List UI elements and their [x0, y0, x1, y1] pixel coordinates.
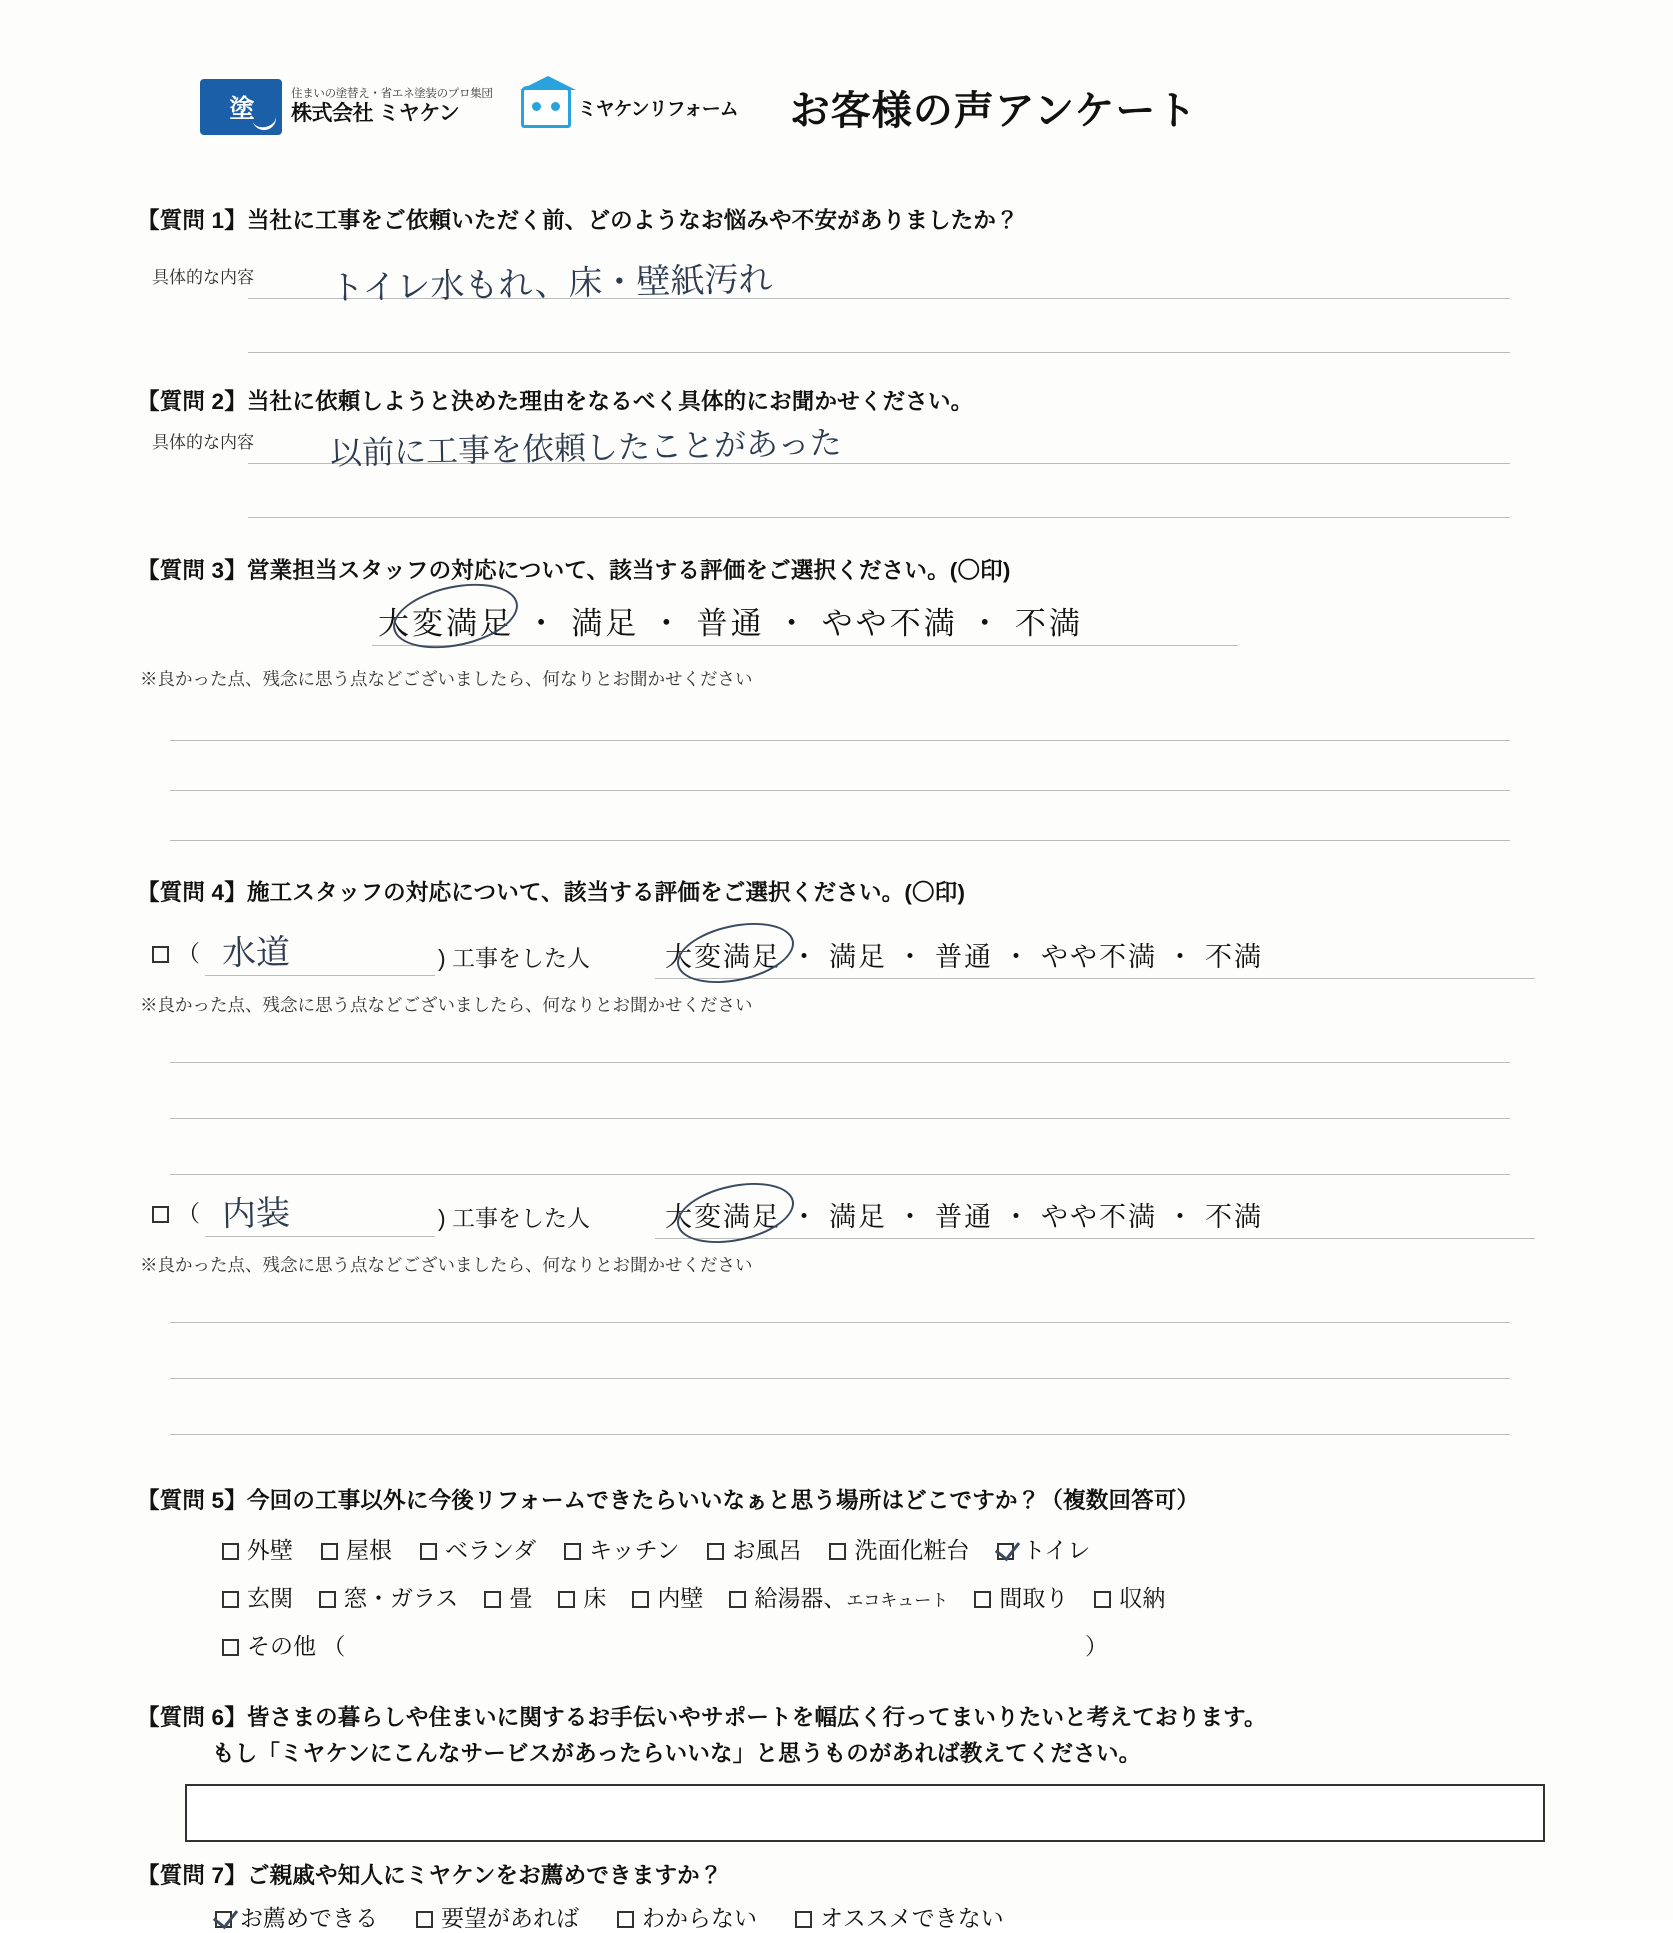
q5-row1-label: 洗面化粧台: [854, 1537, 970, 1563]
q5-other-checkbox[interactable]: [222, 1639, 239, 1656]
q5-row2-option[interactable]: [632, 1580, 703, 1613]
q5-row1-option[interactable]: [420, 1532, 536, 1565]
q4-item-2-checkbox-group[interactable]: （: [152, 1195, 200, 1228]
q5-row2-checkbox[interactable]: [484, 1591, 501, 1608]
q5-row2-checkbox[interactable]: [974, 1591, 991, 1608]
q5-row1-checkbox[interactable]: [707, 1543, 724, 1560]
house-eye-right-icon: [551, 102, 560, 111]
q4-item-1-line-3: [170, 1174, 1510, 1175]
question-5-heading: 【質問 5】今回の工事以外に今後リフォームできたらいいなぁと思う場所はどこですか？（複数回答可）: [137, 1488, 1200, 1513]
q5-row1-checkbox[interactable]: [829, 1543, 846, 1560]
q7-label: お薦めできる: [240, 1905, 378, 1931]
question-3-heading: 【質問 3】営業担当スタッフの対応について、該当する評価をご選択ください。(〇印): [137, 558, 1011, 583]
q4-item-1-checkbox[interactable]: [152, 946, 169, 963]
question-1-answer[interactable]: トイレ水もれ、床・壁紙汚れ: [329, 259, 773, 309]
question-7-heading: 【質問 7】ご親戚や知人にミヤケンをお薦めできますか？: [137, 1863, 723, 1888]
question-6-heading-line-2: もし「ミヤケンにこんなサービスがあったらいいな」と思うものがあれば教えてください。: [212, 1741, 1142, 1766]
question-3-note: ※良かった点、残念に思う点などございましたら、何なりとお聞かせください: [140, 669, 753, 689]
q5-row2-label: 内壁: [657, 1585, 704, 1611]
q5-row1-option[interactable]: [997, 1532, 1090, 1565]
q5-row1-option[interactable]: [222, 1532, 293, 1565]
q5-row2-checkbox[interactable]: [558, 1591, 575, 1608]
q7-label: わからない: [642, 1905, 757, 1931]
q4-item-2-line-2: [170, 1378, 1510, 1379]
q4-item-1-rating-underline: [655, 978, 1535, 979]
q5-row1-label: 外壁: [247, 1537, 293, 1563]
q5-row2-label: 畳: [509, 1585, 533, 1611]
q7-option[interactable]: [416, 1900, 579, 1933]
miyaken-reform-logo: [521, 86, 738, 128]
question-2-sub-label: 具体的な内容: [152, 433, 254, 452]
q5-row1-label: 屋根: [346, 1537, 392, 1563]
q3-rating-underline: [372, 645, 1238, 646]
q5-row1-option[interactable]: [564, 1532, 679, 1565]
q5-row2-option[interactable]: [484, 1580, 532, 1613]
q5-options-row-1: [222, 1532, 1118, 1565]
house-icon: [521, 86, 571, 128]
q7-option[interactable]: [617, 1900, 757, 1933]
question-2-answer[interactable]: 以前に工事を依頼したことがあった: [329, 423, 843, 473]
q5-row1-option[interactable]: [321, 1532, 392, 1565]
q5-row2-option[interactable]: [222, 1580, 293, 1613]
logo-company-name: 株式会社 ミヤケン: [291, 101, 460, 125]
q5-row2-label: 窓・ガラス: [344, 1585, 459, 1611]
q4-item-1-selected-circle: [671, 913, 799, 993]
question-6-heading-line-1: 【質問 6】皆さまの暮らしや住まいに関するお手伝いやサポートを幅広く行ってまいりたいと考えております。: [137, 1705, 1267, 1730]
question-2-heading: 【質問 2】当社に依頼しようと決めた理由をなるべく具体的にお聞かせください。: [137, 389, 974, 414]
question-1-heading: 【質問 1】当社に工事をご依頼いただく前、どのようなお悩みや不安がありましたか？: [137, 208, 1019, 233]
q2-answer-line-2: [248, 517, 1510, 518]
q5-row1-checkbox[interactable]: [420, 1543, 437, 1560]
q5-row1-option[interactable]: [707, 1532, 801, 1565]
q4-item-1-trade[interactable]: 水道: [221, 932, 291, 974]
q5-row2-checkbox[interactable]: [222, 1591, 239, 1608]
q4-item-2-rating-scale[interactable]: 大変満足 ・ 満足 ・ 普通 ・ やや不満 ・ 不満: [665, 1202, 1264, 1232]
q3-free-line-3: [170, 840, 1510, 841]
q7-options-row: [215, 1900, 1042, 1933]
q3-free-line-1: [170, 740, 1510, 741]
q3-free-line-2: [170, 790, 1510, 791]
q4-item-2-selected-circle: [671, 1173, 799, 1253]
document-header: [0, 62, 1673, 152]
logo-text-block: [291, 88, 493, 125]
q5-row1-label: お風呂: [732, 1537, 802, 1563]
q5-row2-checkbox[interactable]: [1094, 1591, 1111, 1608]
q5-row1-checkbox[interactable]: [222, 1543, 239, 1560]
question-3-rating-scale[interactable]: 大変満足 ・ 満足 ・ 普通 ・ やや不満 ・ 不満: [378, 606, 1083, 641]
house-eye-left-icon: [532, 102, 541, 111]
q4-item-2-trade[interactable]: 内装: [221, 1193, 291, 1235]
q4-item-2-line-1: [170, 1322, 1510, 1323]
q5-row2-option[interactable]: [1094, 1580, 1165, 1613]
logo2-label: ミヤケンリフォーム: [577, 98, 738, 120]
q5-row1-checkbox[interactable]: [564, 1543, 581, 1560]
q5-other-close-paren: ）: [1085, 1633, 1108, 1659]
q5-row2-checkbox[interactable]: [319, 1591, 336, 1608]
question-6-answer-box[interactable]: [185, 1784, 1545, 1842]
question-1-sub-label: 具体的な内容: [152, 268, 254, 287]
question-4-heading: 【質問 4】施工スタッフの対応について、該当する評価をご選択ください。(〇印): [137, 880, 966, 905]
q5-row2-option[interactable]: [558, 1580, 606, 1613]
q5-row2-label: 玄関: [247, 1585, 293, 1611]
q4-item-2-trade-underline: [205, 1236, 435, 1237]
q5-row1-label: トイレ: [1022, 1537, 1091, 1563]
q5-row1-label: ベランダ: [445, 1537, 537, 1563]
q5-other-label: その他: [247, 1633, 316, 1659]
q5-row1-checkbox[interactable]: [321, 1543, 338, 1560]
q4-item-1-trade-underline: [205, 975, 435, 976]
q5-row2-option[interactable]: [729, 1580, 948, 1613]
q5-options-row-2: [222, 1580, 1191, 1613]
q7-label: オススメできない: [820, 1905, 1004, 1931]
q4-item-2-note: ※良かった点、残念に思う点などございましたら、何なりとお聞かせください: [140, 1255, 753, 1275]
page-title: お客様の声アンケート: [789, 88, 1198, 133]
q7-option[interactable]: [215, 1900, 378, 1933]
q4-item-1-suffix: ) 工事をした人: [438, 945, 591, 971]
q4-item-2-rating-underline: [655, 1238, 1535, 1239]
q5-row2-label: 給湯器、エコキュート: [754, 1585, 949, 1611]
q5-row1-option[interactable]: [829, 1532, 969, 1565]
q7-label: 要望があれば: [441, 1905, 579, 1931]
q5-row2-option[interactable]: [319, 1580, 458, 1613]
paint-logo-icon: [200, 79, 282, 135]
q5-row2-label: 間取り: [999, 1585, 1069, 1611]
swoosh-icon: [252, 113, 279, 133]
q5-other-group[interactable]: [222, 1628, 345, 1661]
q5-row1-label: キッチン: [589, 1537, 680, 1563]
q1-answer-line-2: [248, 352, 1510, 353]
q5-row2-checkbox[interactable]: [632, 1591, 649, 1608]
q4-item-1-line-2: [170, 1118, 1510, 1119]
q4-item-2-suffix: ) 工事をした人: [438, 1205, 591, 1231]
logo-mark-text: 塗: [229, 95, 253, 123]
q4-item-1-checkbox-group[interactable]: （: [152, 935, 200, 968]
q5-row2-label: 床: [583, 1585, 607, 1611]
q5-row1-checkbox[interactable]: [997, 1543, 1014, 1560]
logo-tagline: 住まいの塗替え・省エネ塗装のプロ集団: [291, 88, 493, 101]
q4-item-1-line-1: [170, 1062, 1510, 1063]
q4-item-2-line-3: [170, 1434, 1510, 1435]
q4-item-1-note: ※良かった点、残念に思う点などございましたら、何なりとお聞かせください: [140, 995, 753, 1015]
q5-row2-checkbox[interactable]: [729, 1591, 746, 1608]
q4-item-1-rating-scale[interactable]: 大変満足 ・ 満足 ・ 普通 ・ やや不満 ・ 不満: [665, 942, 1264, 972]
q7-option[interactable]: [795, 1900, 1004, 1933]
miyaken-logo: [200, 79, 493, 135]
q5-row2-label: 収納: [1119, 1585, 1166, 1611]
q5-row2-option[interactable]: [974, 1580, 1068, 1613]
q4-item-2-checkbox[interactable]: [152, 1206, 169, 1223]
q5-other-open-paren: （: [322, 1633, 346, 1659]
